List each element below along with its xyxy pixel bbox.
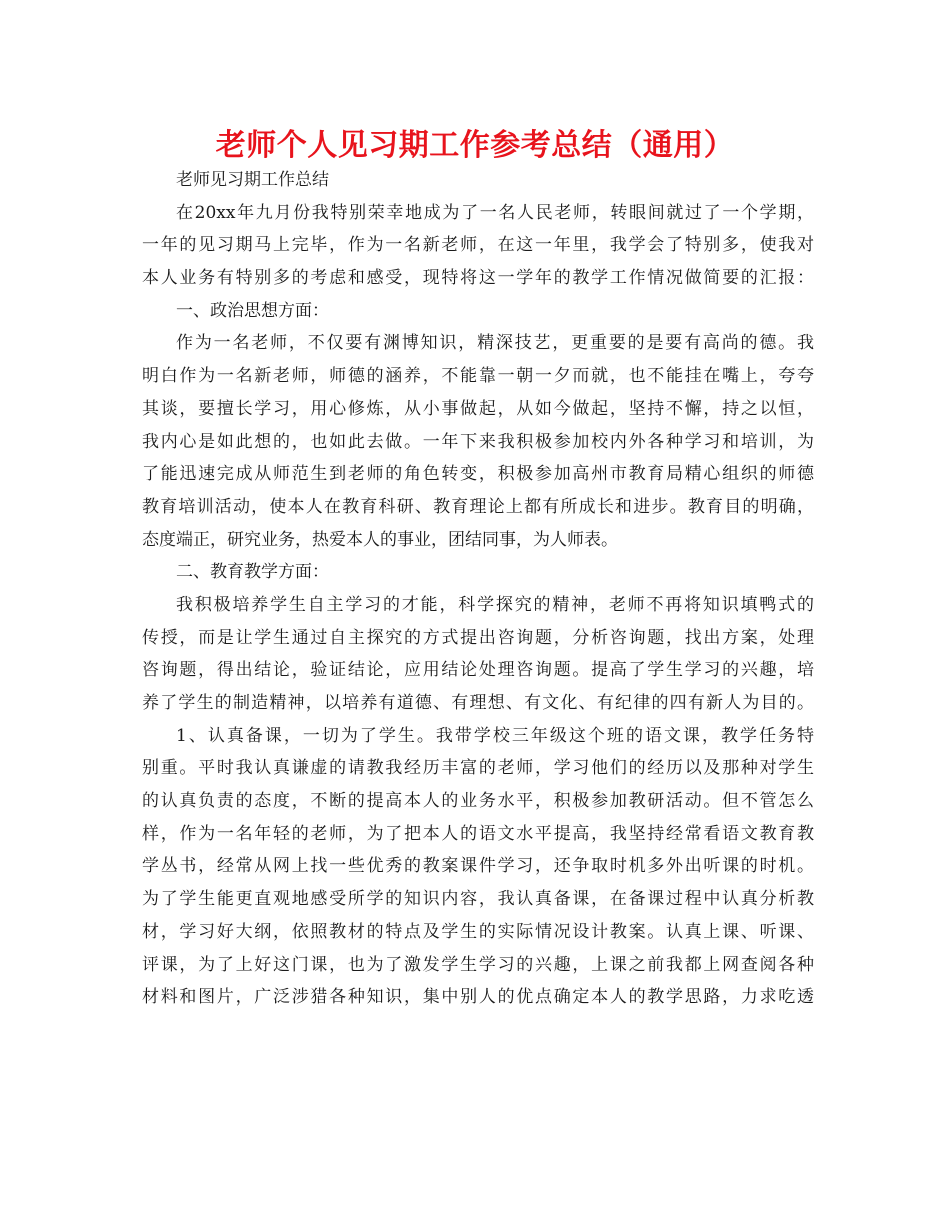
body-line: 材，学习好大纲，依照教材的特点及学生的实际情况设计教案。认真上课、听课、	[142, 921, 814, 942]
body-line: 教育培训活动，使本人在教育科研、教育理论上都有所成长和进步。教育目的明确，	[142, 496, 814, 517]
body-line: 明白作为一名新老师，师德的涵养，不能靠一朝一夕而就，也不能挂在嘴上，夸夸	[142, 366, 814, 387]
body-line: 了能迅速完成从师范生到老师的角色转变，积极参加高州市教育局精心组织的师德	[142, 464, 814, 485]
body-line: 本人业务有特别多的考虑和感受，现特将这一学年的教学工作情况做简要的汇报：	[142, 268, 814, 289]
body-line: 评课，为了上好这门课，也为了激发学生学习的兴趣，上课之前我都上网查阅各种	[142, 954, 814, 975]
body-line: 材料和图片，广泛涉猎各种知识，集中别人的优点确定本人的教学思路，力求吃透	[142, 987, 814, 1008]
body-line: 学丛书，经常从网上找一些优秀的教案课件学习，还争取时机多外出听课的时机。	[142, 856, 814, 877]
document-body	[142, 164, 814, 1014]
body-line: 作为一名老师，不仅要有渊博知识，精深技艺，更重要的是要有高尚的德。我	[176, 333, 814, 354]
body-line: 一年的见习期马上完毕，作为一名新老师，在这一年里，我学会了特别多，使我对	[142, 235, 814, 256]
body-line: 其谈，要擅长学习，用心修炼，从小事做起，从如今做起，坚持不懈，持之以恒，	[142, 398, 814, 419]
body-line: 在20xx年九月份我特别荣幸地成为了一名人民老师，转眼间就过了一个学期，	[176, 202, 814, 223]
body-line: 咨询题，得出结论，验证结论，应用结论处理咨询题。提高了学生学习的兴趣，培	[142, 660, 814, 681]
body-line: 我内心是如此想的，也如此去做。一年下来我积极参加校内外各种学习和培训，为	[142, 431, 814, 452]
body-line: 二、教育教学方面：	[176, 562, 329, 583]
body-line: 别重。平时我认真谦虚的请教我经历丰富的老师，学习他们的经历以及那种对学生	[142, 758, 814, 779]
body-line: 一、政治思想方面：	[176, 300, 329, 321]
body-line: 我积极培养学生自主学习的才能，科学探究的精神，老师不再将知识填鸭式的	[176, 594, 814, 615]
document-title: 老师个人见习期工作参考总结（通用）	[215, 128, 735, 163]
body-line: 样，作为一名年轻的老师，为了把本人的语文水平提高，我坚持经常看语文教育教	[142, 823, 814, 844]
body-line: 养了学生的制造精神，以培养有道德、有理想、有文化、有纪律的四有新人为目的。	[142, 693, 814, 713]
body-line: 为了学生能更直观地感受所学的知识内容，我认真备课，在备课过程中认真分析教	[142, 889, 814, 910]
body-line: 的认真负责的态度，不断的提高本人的业务水平，积极参加教研活动。但不管怎么	[142, 791, 814, 812]
body-line: 态度端正，研究业务，热爱本人的事业，团结同事，为人师表。	[142, 529, 618, 550]
body-line: 老师见习期工作总结	[176, 170, 329, 190]
body-line: 传授，而是让学生通过自主探究的方式提出咨询题，分析咨询题，找出方案，处理	[142, 627, 814, 648]
body-line: 1、认真备课，一切为了学生。我带学校三年级这个班的语文课，教学任务特	[176, 725, 814, 746]
